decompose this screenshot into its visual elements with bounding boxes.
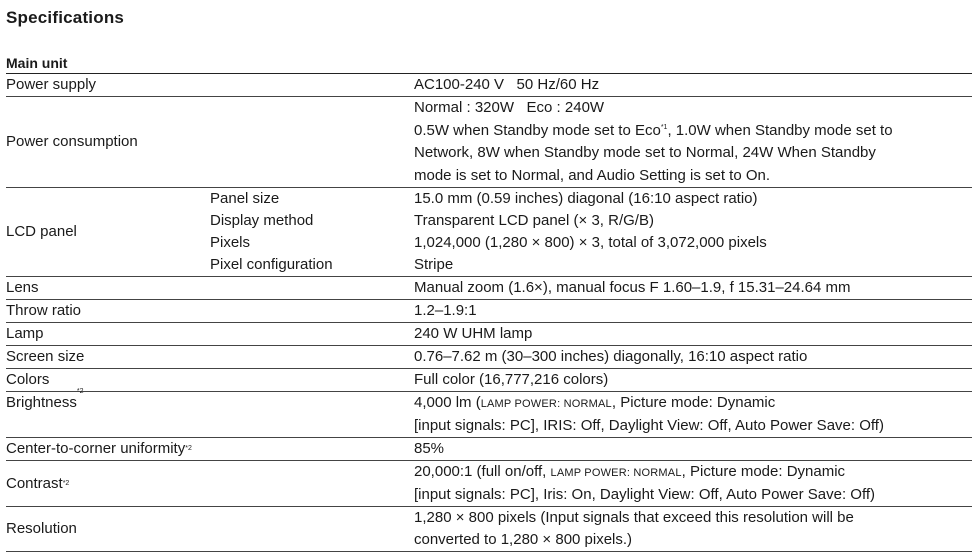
spec-value — [414, 188, 972, 276]
lcd-sub-labels — [210, 188, 333, 276]
spec-row-lamp — [6, 323, 972, 346]
spec-row-throw-ratio — [6, 300, 972, 323]
spec-label: Center-to-corner uniformity *2 — [6, 438, 192, 460]
spec-value-line: Stripe — [414, 256, 454, 273]
spec-sub-label: Display method — [210, 212, 314, 229]
spec-row-contrast — [6, 461, 972, 507]
spec-value-line: [input signals: PC], IRIS: Off, Daylight View: Off, Auto Power Save: Off) — [414, 417, 884, 434]
spec-label: Contrast *2 — [6, 461, 69, 506]
spec-value-line: Normal : 320W Eco : 240W — [414, 99, 605, 116]
spec-value — [414, 392, 972, 437]
spec-label: Colors — [6, 371, 50, 388]
spec-value: Manual zoom (1.6×), manual focus F 1.60–1.9, f 15.31–24.64 mm — [414, 279, 851, 296]
spec-value: 85% — [414, 440, 445, 457]
spec-label-text: Center-to-corner uniformity — [6, 440, 186, 457]
spec-label: LCD panel — [6, 223, 77, 240]
spec-value-text: , 1.0W when Standby mode set to — [667, 121, 893, 139]
spec-value: 0.76–7.62 m (30–300 inches) diagonally, 16:10 aspect ratio — [414, 348, 808, 365]
spec-value-line: Transparent LCD panel (× 3, R/G/B) — [414, 212, 654, 229]
spec-value-line — [414, 392, 972, 415]
spec-value-text: 4,000 lm ( — [414, 394, 481, 411]
spec-value-text: 20,000:1 (full on/off, — [414, 463, 551, 480]
spec-value — [414, 507, 972, 551]
spec-value-smallcaps: LAMP POWER: NORMAL — [550, 467, 682, 479]
spec-value: Full color (16,777,216 colors) — [414, 371, 609, 388]
spec-value-text: , Picture mode: Dynamic — [681, 463, 846, 480]
spec-value: 240 W UHM lamp — [414, 325, 533, 342]
spec-row-lcd-panel — [6, 188, 972, 277]
spec-row-power-consumption — [6, 97, 972, 188]
spec-value-line: 1,024,000 (1,280 × 800) × 3, total of 3,072,000 pixels — [414, 234, 767, 251]
spec-value-line: 15.0 mm (0.59 inches) diagonal (16:10 aspect ratio) — [414, 190, 758, 207]
spec-label: Power supply — [6, 76, 97, 93]
spec-sub-label: Panel size — [210, 190, 280, 207]
footnote-marker: *1 — [660, 123, 668, 131]
spec-sub-label: Pixels — [210, 234, 251, 251]
spec-label: Lamp — [6, 325, 44, 342]
spec-value-smallcaps: LAMP POWER: NORMAL — [480, 398, 612, 410]
spec-value: 1.2–1.9:1 — [414, 302, 477, 319]
spec-row-resolution — [6, 507, 972, 552]
spec-value-line: mode is set to Normal, and Audio Setting is set to On. — [414, 166, 771, 184]
spec-label: Screen size — [6, 348, 85, 365]
spec-label-text: Brightness — [6, 394, 77, 411]
spec-value-line: Network, 8W when Standby mode set to Normal, 24W When Standby — [414, 144, 876, 161]
spec-value-line — [414, 461, 972, 484]
spec-table — [6, 73, 972, 552]
spec-label: Brightness *2 — [6, 392, 84, 437]
spec-label: Lens — [6, 279, 39, 296]
spec-value-line: converted to 1,280 × 800 pixels.) — [414, 531, 633, 548]
section-heading: Main unit — [6, 55, 68, 71]
spec-value-line: 1,280 × 800 pixels (Input signals that exceed this resolution will be — [414, 509, 854, 526]
spec-row-brightness — [6, 388, 972, 438]
spec-sub-label: Pixel configuration — [210, 256, 333, 273]
spec-row-lens — [6, 277, 972, 300]
spec-value-line — [414, 120, 972, 143]
spec-value-text: 0.5W when Standby mode set to Eco — [414, 121, 661, 139]
spec-value — [414, 97, 972, 187]
page-title: Specifications — [6, 8, 125, 27]
spec-value — [414, 461, 972, 506]
spec-row-screen-size — [6, 346, 972, 369]
spec-value: AC100-240 V 50 Hz/60 Hz — [414, 76, 600, 93]
spec-row-colors — [6, 369, 972, 392]
spec-value-line: [input signals: PC], Iris: On, Daylight View: Off, Auto Power Save: Off) — [414, 486, 876, 503]
spec-row-uniformity — [6, 438, 972, 461]
spec-row-power-supply — [6, 74, 972, 97]
spec-value-text: , Picture mode: Dynamic — [611, 394, 776, 411]
spec-label-text: Contrast — [6, 474, 63, 492]
spec-label: Resolution — [6, 520, 77, 537]
spec-label: Power consumption — [6, 132, 138, 150]
spec-label: Throw ratio — [6, 302, 82, 319]
